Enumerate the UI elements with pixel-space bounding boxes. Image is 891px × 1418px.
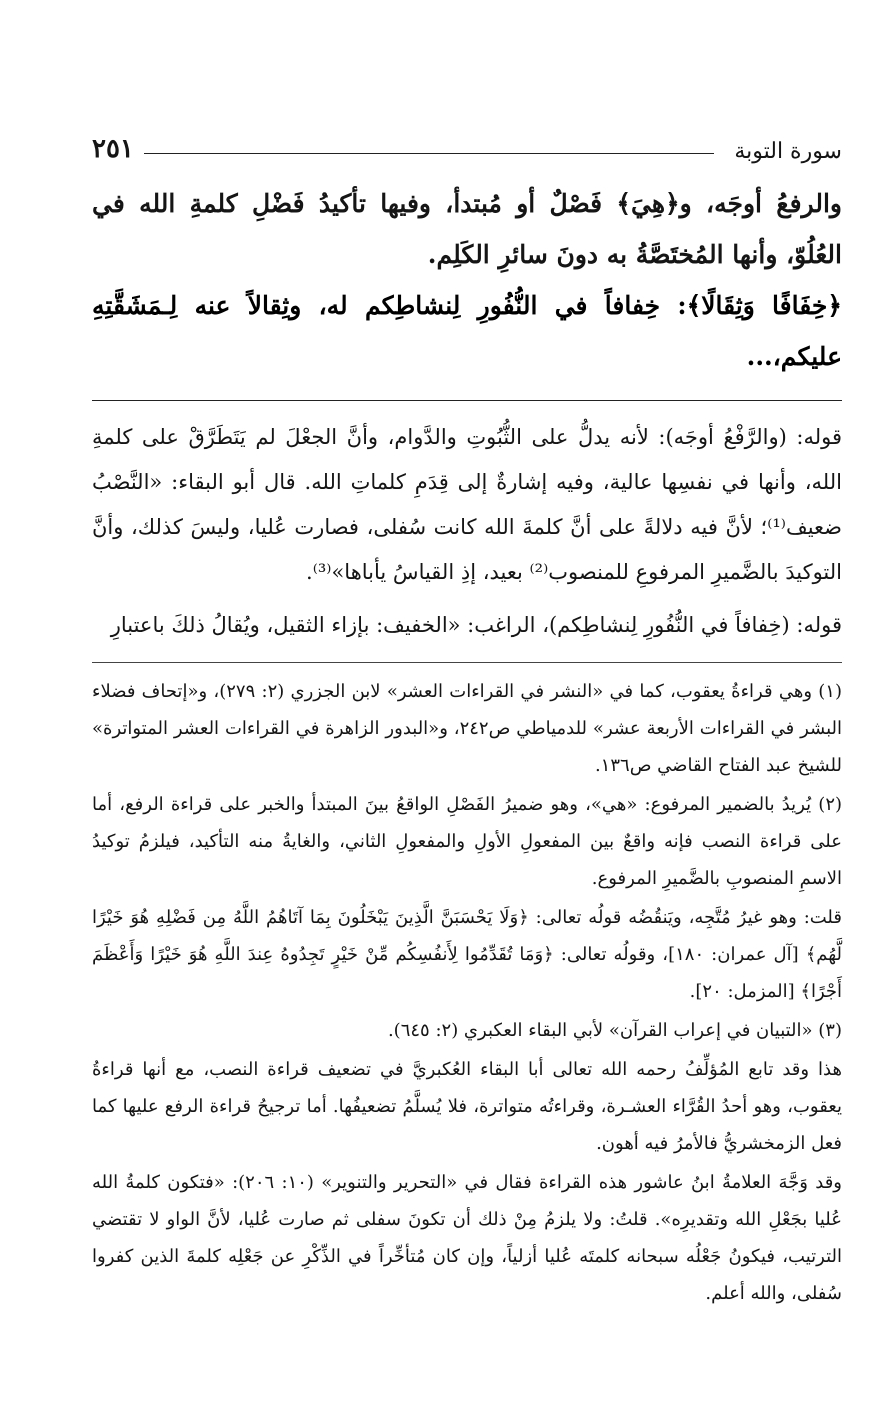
footnote-3-note-2: وقد وَجَّهَ العلامةُ ابنُ عاشور هذه القراءة فقال في «التحرير والتنوير» (١٠: ٢٠٦): «فتكون كلمةُ الله عُليا بجَعْلِ الله وتقديرِه». قلتُ: ولا يلزمُ مِنْ ذلك أن تكونَ سفلى ثم صارت عُليا، لأنَّ الواو لا تقتضي الترتيب، فيكونُ جَعْلُه سبحانه كلمتَه عُليا أزلياً، وإن كان مُتأخِّراً في الذِّكْرِ عن جَعْلِه كلمةَ الذين كفروا سُفلى، والله أعلم.	[92, 1172, 842, 1304]
footnote-separator	[92, 662, 842, 663]
commentary-paragraph-2: قوله: (خِفافاً في النُّفُورِ لِنشاطِكم)، الراغب: «الخفيف: بإزاء الثقيل، ويُقالُ ذلكَ باعتبارِ	[110, 613, 842, 637]
header-rule	[144, 153, 714, 154]
main-separator	[92, 400, 842, 401]
page-number: ٢٥١	[92, 134, 134, 164]
footnote-2-note: قلت: وهو غيرُ مُتَّجِه، ويَنقُضُه قولُه تعالى: ﴿وَلَا يَحْسَبَنَّ الَّذِينَ يَبْخَلُونَ بِمَا آتَاهُمُ اللَّهُ مِن فَضْلِهِ هُوَ خَيْرًا لَّهُم﴾ [آل عمران: ١٨٠]، وقولُه تعالى: ﴿وَمَا تُقَدِّمُوا لِأَنفُسِكُم مِّنْ خَيْرٍ تَجِدُوهُ عِندَ اللَّهِ هُوَ خَيْرًا وَأَعْظَمَ أَجْرًا﴾ [المزمل: ٢٠].	[92, 907, 842, 1002]
footnote-2: (٢) يُريدُ بالضمير المرفوع: «هي»، وهو ضميرُ الفَصْلِ الواقعُ بينَ المبتدأ والخبر على قراءة الرفع، أما على قراءة النصب فإنه واقعٌ بين المفعولِ الأولِ والمفعولِ الثاني، والغايةُ منه التأكيد، فيلزمُ توكيدُ الاسمِ المنصوبِ بالضَّميرِ المرفوع.	[92, 794, 843, 889]
footnote-3: (٣) «التبيان في إعراب القرآن» لأبي البقاء العكبري (٢: ٦٤٥).	[387, 1020, 842, 1041]
main-text	[92, 178, 842, 382]
book-page	[92, 118, 842, 1314]
page-header	[92, 118, 842, 164]
surah-title: سورة التوبة	[734, 139, 842, 164]
main-paragraph-1: والرفعُ أوجَه، و﴿هِيَ﴾ فَصْلٌ أو مُبتدأ، وفيها تأكيدُ فَضْلِ كلمةِ الله في العُلُوّ، وأنها المُختَصَّةُ به دونَ سائرِ الكَلِم.	[92, 189, 842, 269]
commentary	[92, 415, 842, 648]
footnotes	[92, 673, 842, 1312]
commentary-paragraph-1: قوله: (والرَّفْعُ أوجَه): لأنه يدلُّ على الثُّبُوتِ والدَّوام، وأنَّ الجعْلَ لم يَتَطَرَّقْ على كلمةِ الله، وأنها في نفسِها عالية، وفيه إشارةٌ إلى قِدَمِ كلماتِ الله. قال أبو البقاء: «النَّصْبُ ضعيف⁽¹⁾؛ لأنَّ فيه دلالةً على أنَّ كلمةَ الله كانت سُفلى، فصارت عُليا، وليسَ كذلك، وأنَّ التوكيدَ بالضَّميرِ المرفوعِ للمنصوب⁽²⁾ بعيد، إذِ القياسُ يأباها»⁽³⁾.	[92, 425, 842, 584]
main-paragraph-2: ﴿خِفَافًا وَثِقَالًا﴾: خِفافاً في النُّفُورِ لِنشاطِكم له، وثِقالاً عنه لِـمَشَقَّتِهِ عليكم،...	[92, 291, 842, 371]
footnote-1: (١) وهي قراءةُ يعقوب، كما في «النشر في القراءات العشر» لابن الجزري (٢: ٢٧٩)، و«إتحاف فضلاء البشر في القراءات الأربعة عشر» للدمياطي ص٢٤٢، و«البدور الزاهرة في القراءات العشر المتواترة» للشيخ عبد الفتاح القاضي ص١٣٦.	[92, 681, 842, 776]
footnote-3-note-1: هذا وقد تابع المُؤلِّفُ رحمه الله تعالى أبا البقاء العُكبريَّ في تضعيف قراءة النصب، مع أنها قراءةُ يعقوب، وهو أحدُ القُرَّاء العشـرة، وقراءتُه متواترة، فلا يُسلَّمُ تضعيفُها. أما ترجيحُ قراءة الرفع عليها كما فعل الزمخشريُّ فالأمرُ فيه أهون.	[92, 1059, 842, 1154]
